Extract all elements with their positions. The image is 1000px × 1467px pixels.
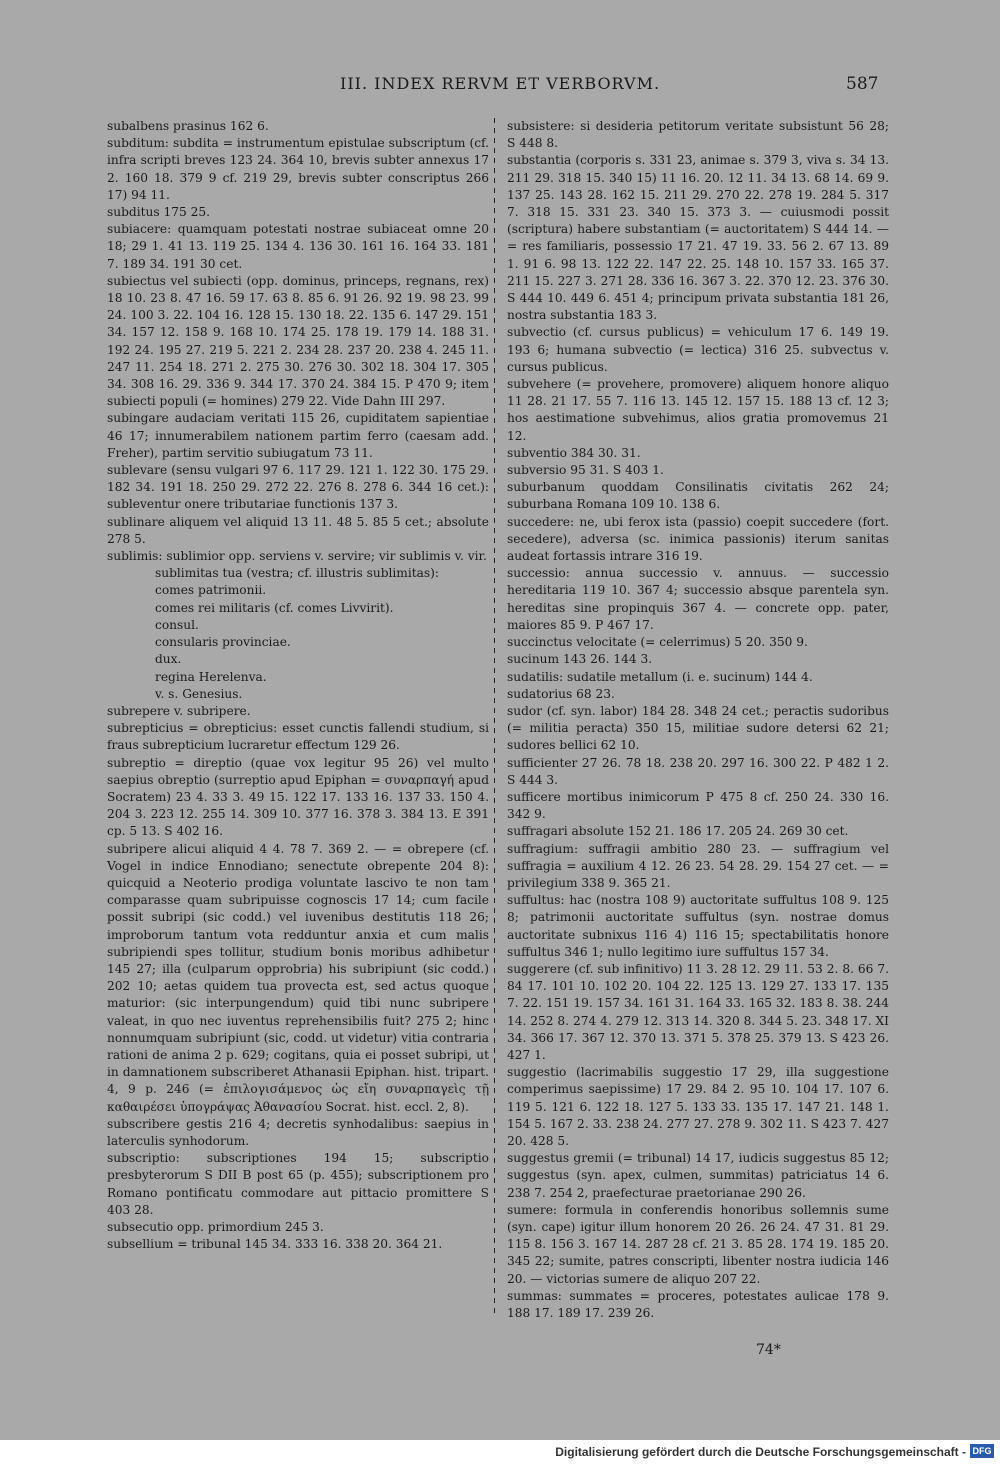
index-entry: sufficienter 27 26. 78 18. 238 20. 297 16. 300 22. P 482 1 2. S 444 3. xyxy=(507,755,889,787)
index-entry: substantia (corporis s. 331 23, animae s. 379 3, viva s. 34 13. 211 29. 318 15. 340 15) 11 16. 20. 12 11. 34 13. 68 14. 69 9. 137 25. 143 28. 162 15. 211 29. 270 22. 278 19. 284 5. 317 7. 318 15. 331 23. 340 15. 373 3. — cuiusmodi possit (scriptura) habere substantiam (= auctoritatem) S 444 14. — = res familiaris, possessio 17 21. 47 19. 33. 56 2. 67 13. 89 1. 91 6. 98 13. 122 22. 147 22. 25. 148 10. 157 33. 165 37. 211 15. 227 3. 271 28. 336 16. 367 3. 22. 370 12. 23. 376 30. S 444 10. 449 6. 451 4; principum privata substantia 181 26, nostra substantia 183 3. xyxy=(507,153,889,323)
index-entry: sublinare aliquem vel aliquid 13 11. 48 5. 85 5 cet.; absolute 278 5. xyxy=(107,514,489,546)
index-entry: sublimis: sublimior opp. serviens v. servire; vir sublimis v. vir. xyxy=(107,549,487,564)
index-entry: sudor (cf. syn. labor) 184 28. 348 24 cet.; peractis sudoribus (= militia peracta) 350 15, militiae sudore detersi 62 21; sudores bellici 62 10. xyxy=(507,703,889,753)
index-entry: sublevare (sensu vulgari 97 6. 117 29. 121 1. 122 30. 175 29. 182 34. 191 18. 250 29. 272 22. 276 8. 278 6. 344 16 cet.): subleventur onere tributariae functionis 137 3. xyxy=(107,463,489,512)
index-entry: sumere: formula in conferendis honoribus sollemnis sume (syn. cape) igitur illum honorem 20 26. 26 24. 47 31. 81 29. 115 8. 156 3. 167 14. 287 28 cf. 21 3. 85 28. 174 19. 185 20. 345 22; sumite, patres conscripti, libenter nostra iudicia 146 20. — victorias sumere de aliquo 207 22. xyxy=(507,1202,889,1286)
index-entry: subingare audaciam veritati 115 26, cupiditatem sapientiae 46 17; innumerabilem nationem partim ferro (caesam add. Freher), partim servitio subiugatum 73 11. xyxy=(107,411,489,460)
index-entry: sudatorius 68 23. xyxy=(507,686,615,701)
index-entry: subsecutio opp. primordium 245 3. xyxy=(107,1220,324,1234)
index-entry: subiacere: quamquam potestati nostrae subiaceat omne 20 18; 29 1. 41 13. 119 25. 134 4. 136 30. 161 16. 164 33. 181 7. 189 34. 191 30 cet. xyxy=(107,222,489,271)
right-column xyxy=(507,118,889,1322)
index-entry: suggerere (cf. sub infinitivo) 11 3. 28 12. 29 11. 53 2. 8. 66 7. 84 17. 101 10. 102 20. 104 22. 125 13. 129 27. 133 17. 135 7. 22. 151 19. 157 34. 161 31. 164 33. 165 32. 183 8. 38. 244 14. 252 8. 274 4. 279 12. 313 14. 320 8. 344 5. 23. 348 17. XI 34. 366 17. 367 12. 370 13. 371 5. 378 25. 379 13. S 423 26. 427 1. xyxy=(507,961,889,1062)
sublist-item: dux. xyxy=(155,652,182,667)
sublist-item: comes rei militaris (cf. comes Livvirit). xyxy=(155,600,394,615)
sublist-item: v. s. Genesius. xyxy=(155,686,243,701)
footer-text: Digitalisierung gefördert durch die Deutsche Forschungsgemeinschaft - xyxy=(555,1445,966,1459)
index-entry: subditus 175 25. xyxy=(107,205,210,220)
index-entry: subversio 95 31. S 403 1. xyxy=(507,463,664,478)
sublist-item: comes patrimonii. xyxy=(155,583,267,598)
signature-mark: 74* xyxy=(756,1342,781,1358)
index-entry: subventio 384 30. 31. xyxy=(507,445,641,460)
left-column xyxy=(107,118,489,1253)
index-entry: suburbanum quoddam Consilinatis civitatis 262 24; suburbana Romana 109 10. 138 6. xyxy=(507,480,889,512)
dfg-logo: DFG xyxy=(970,1444,994,1458)
sublist-item: consul. xyxy=(155,617,199,632)
index-entry: subreptio = direptio (quae vox legitur 95 26) vel multo saepius obreptio (surreptio apud Epiphan = συναρπαγή apud Socratem) 23 4. 33 3. 49 15. 122 17. 133 16. 137 33. 150 4. 204 3. 223 12. 255 14. 309 10. 377 16. 378 3. 384 13. E 391 cp. 5 13. S 402 16. xyxy=(107,755,489,839)
index-entry: subvectio (cf. cursus publicus) = vehiculum 17 6. 149 19. 193 6; humana subvectio (= lectica) 316 25. subvectus v. cursus publicus. xyxy=(507,325,889,374)
sublist-intro: sublimitas tua (vestra; cf. illustris sublimitas): xyxy=(155,566,440,581)
index-entry: suggestus gremii (= tribunal) 14 17, iudicis suggestus 85 12; suggestus (syn. apex, culmen, summitas) patriciatus 14 6. 238 7. 254 2, praefecturae praetorianae 290 26. xyxy=(507,1151,889,1200)
index-entry: subalbens prasinus 162 6. xyxy=(107,119,269,133)
index-entry: subripere alicui aliquid 4 4. 78 7. 369 2. — = obrepere (cf. Vogel in indice Ennodiano; senectute obrepente 204 8): quicquid a Neoterio prodiga voluntate lascivo te non tam comparasse quam subripuisse cognoscis 17 14; cum facile possit subripi (sic codd.) vel iuvenibus destitutis 118 26; improborum tantum vota redduntur anxia et cum malis subripiendi spes tollitur, studium bonis moribus adhibetur 145 27; illa (culparum opprobria) his subripiunt (sic codd.) 202 10; aetas quidem tua provecta est, sed actus quoque maturior: (sic interpungendum) quid tibi nunc subripere valeat, in quo nec iuventus reprehensibilis fuit? 275 2; hinc nonnumquam subripiunt (sic, codd. ut videtur) vitia contraria rationi de anima 2 p. 629; cogitans, quia ei posset subripi, ut in damnationem subscriberet Athanasii Epiphan. hist. tripart. 4, 9 p. 246 (= ἐπιλογισάμενος ὡς εἴη συναρπαγεὶς τῇ καθαιρέσει ὑπογράψας Ἀθανασίου Socrat. hist. eccl. 2, 8). xyxy=(107,841,489,1114)
column-divider xyxy=(494,118,495,1318)
index-entry: subditum: subdita = instrumentum epistulae subscriptum (cf. infra scripti breves 123 24. 364 10, brevis subter annexus 17 2. 160 18. 379 9 cf. 219 29, brevis subter conscriptus 266 17) 94 11. xyxy=(107,136,489,202)
index-entry: successio: annua successio v. annuus. — successio hereditaria 119 10. 367 4; successio absque parentela syn. hereditas sine propinquis 367 4. — concrete opp. pater, maiores 85 9. P 467 17. xyxy=(507,566,889,632)
index-entry: succinctus velocitate (= celerrimus) 5 20. 350 9. xyxy=(507,635,808,650)
index-entry: subrepere v. subripere. xyxy=(107,703,251,718)
index-entry: succedere: ne, ubi ferox ista (passio) coepit succedere (fort. secedere), adversa (sc. inimica passionis) iterum sanitas audeat fortassis intrare 316 19. xyxy=(507,514,889,564)
index-entry: suffultus: hac (nostra 108 9) auctoritate suffultus 108 9. 125 8; patrimonii auctoritate suffultus (syn. nostrae domus auctoritate subnixus 116 4) 116 15; spectabilitatis honore suffultus 346 1; nullo legitimo iure suffultus 157 34. xyxy=(507,893,889,959)
index-entry: sudatilis: sudatile metallum (i. e. sucinum) 144 4. xyxy=(507,669,813,684)
index-entry: subiectus vel subiecti (opp. dominus, princeps, regnans, rex) 18 10. 23 8. 47 16. 59 17. 63 8. 85 6. 91 26. 92 19. 98 23. 99 24. 100 3. 22. 104 16. 128 15. 130 18. 22. 135 6. 147 29. 151 34. 157 12. 158 9. 168 10. 174 25. 178 19. 179 14. 188 31. 192 24. 195 27. 219 5. 221 2. 234 28. 237 20. 238 4. 245 11. 247 11. 254 18. 271 2. 275 30. 276 30. 302 18. 304 17. 305 34. 308 16. 29. 336 9. 344 17. 370 24. 384 15. P 470 9; item subiecti populi (= homines) 279 22. Vide Dahn III 297. xyxy=(107,273,489,409)
index-entry: sucinum 143 26. 144 3. xyxy=(507,652,653,667)
index-entry: subsistere: si desideria petitorum veritate subsistunt 56 28; S 448 8. xyxy=(507,119,889,151)
page-number: 587 xyxy=(846,74,879,94)
index-entry: subscriptio: subscriptiones 194 15; subscriptio presbyterorum S DII B post 65 (p. 455); subscriptionem pro Romano pontificatu commodare aut pittacio promittere S 403 28. xyxy=(107,1151,489,1217)
index-entry: suffragium: suffragii ambitio 280 23. — suffragium vel suffragia = auxilium 4 12. 26 23. 54 28. 29. 154 27 cet. — = privilegium 338 9. 365 21. xyxy=(507,841,889,890)
index-entry: subsellium = tribunal 145 34. 333 16. 338 20. 364 21. xyxy=(107,1237,443,1252)
sublist-item: consularis provinciae. xyxy=(155,635,291,650)
index-entry: subscribere gestis 216 4; decretis synhodalibus: saepius in laterculis synhodorum. xyxy=(107,1116,489,1148)
index-entry: subrepticius = obrepticius: esset cunctis fallendi studium, si fraus subrepticium lucraretur effectum 129 26. xyxy=(107,721,489,753)
sublist-item: regina Herelenva. xyxy=(155,669,267,684)
index-entry: summas: summates = proceres, potestates aulicae 178 9. 188 17. 189 17. 239 26. xyxy=(507,1288,889,1321)
footer-bar xyxy=(0,1440,1000,1467)
running-head: III. INDEX RERVM ET VERBORVM. xyxy=(340,74,661,93)
index-entry: suffragari absolute 152 21. 186 17. 205 24. 269 30 cet. xyxy=(507,824,849,839)
index-entry: suggestio (lacrimabilis suggestio 17 29, illa suggestione comperimus saepissime) 17 29. 84 2. 95 10. 104 17. 107 6. 119 5. 121 6. 122 18. 127 5. 133 33. 135 17. 147 21. 148 1. 154 5. 167 2. 33. 238 24. 277 27. 278 9. 302 11. S 423 7. 427 20. 428 5. xyxy=(507,1065,889,1148)
index-entry: subvehere (= provehere, promovere) aliquem honore aliquo 11 28. 21 17. 55 7. 116 13. 145 12. 157 15. 188 13 cf. 12 3; hos aestimatione subvehimus, alios gratia promovemus 21 12. xyxy=(507,377,889,443)
index-entry: sufficere mortibus inimicorum P 475 8 cf. 250 24. 330 16. 342 9. xyxy=(507,789,889,822)
